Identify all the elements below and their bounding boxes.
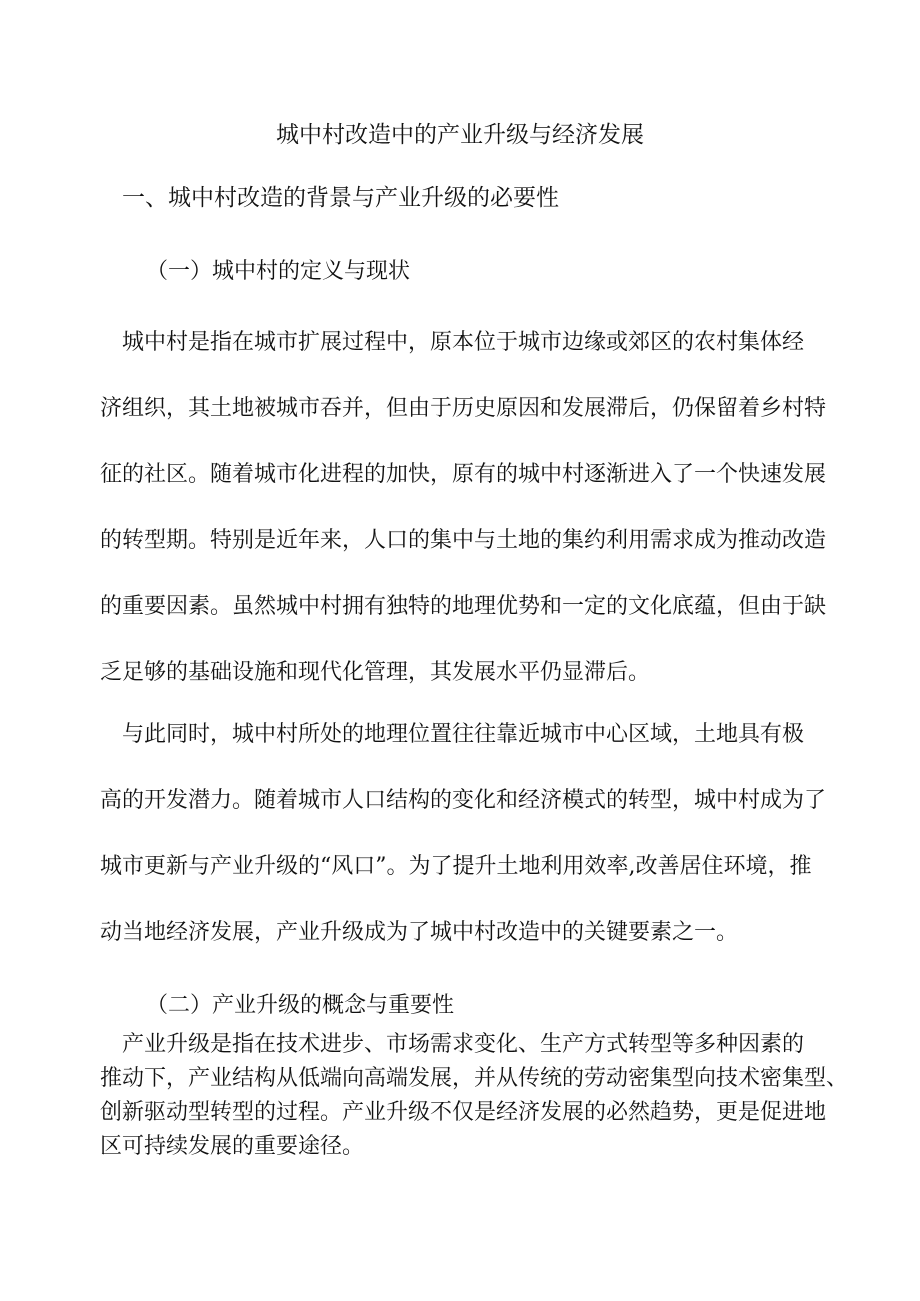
- paragraph-line: 城中村是指在城市扩展过程中，原本位于城市边缘或郊区的农村集体经: [122, 330, 805, 355]
- paragraph-line: 乏足够的基础设施和现代化管理，其发展水平仍显滞后。: [100, 660, 651, 685]
- subsection-heading-2: （二）产业升级的概念与重要性: [146, 993, 455, 1018]
- paragraph-line: 征的社区。随着城市化进程的加快，原有的城中村逐渐进入了一个快速发展: [100, 462, 827, 487]
- paragraph-2: [100, 718, 840, 982]
- paragraph-line: 高的开发潜力。随着城市人口结构的变化和经济模式的转型，城中村成为了: [100, 788, 827, 813]
- paragraph-line: 动当地经济发展，产业升级成为了城中村改造中的关键要素之一。: [100, 920, 739, 945]
- paragraph-line: 创新驱动型转型的过程。产业升级不仅是经济发展的必然趋势，更是促进地: [100, 1100, 827, 1125]
- subsection-heading-1: （一）城中村的定义与现状: [146, 259, 411, 284]
- paragraph-line: 的转型期。特别是近年来，人口的集中与土地的集约利用需求成为推动改造: [100, 528, 827, 553]
- paragraph-line: 济组织，其土地被城市吞并，但由于历史原因和发展滞后，仍保留着乡村特: [100, 396, 827, 421]
- paragraph-line: 区可持续发展的重要途径。: [100, 1134, 365, 1159]
- paragraph-line: 与此同时，城中村所处的地理位置往往靠近城市中心区域，土地具有极: [122, 722, 805, 747]
- document-title: 城中村改造中的产业升级与经济发展: [276, 122, 644, 148]
- paragraph-line: 的重要因素。虽然城中村拥有独特的地理优势和一定的文化底蕴，但由于缺: [100, 594, 827, 619]
- paragraph-line: 城市更新与产业升级的“风口”。为了提升土地利用效率,改善居住环境，推: [100, 854, 812, 879]
- section-heading-1: 一、城中村改造的背景与产业升级的必要性: [122, 185, 559, 211]
- paragraph-3: [100, 1028, 849, 1164]
- paragraph-1: [100, 326, 840, 722]
- paragraph-line: 产业升级是指在技术进步、市场需求变化、生产方式转型等多种因素的: [122, 1032, 805, 1057]
- paragraph-line: 推动下，产业结构从低端向高端发展，并从传统的劳动密集型向技术密集型、: [100, 1066, 849, 1091]
